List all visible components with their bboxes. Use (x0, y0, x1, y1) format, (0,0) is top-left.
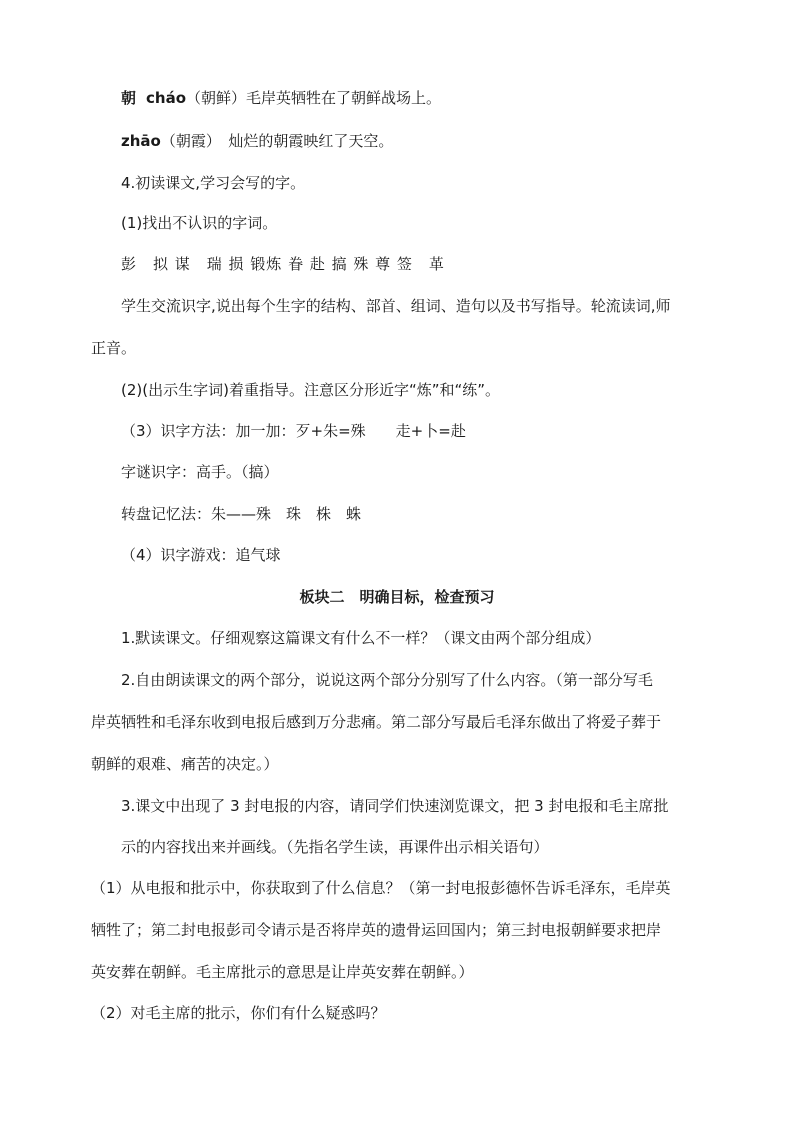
paragraph-line: 牺牲了；第二封电报彭司令请示是否将岸英的遗骨运回国内；第三封电报朝鲜要求把岸 (91, 921, 662, 939)
substep-1: (1)找出不认识的字词。 (121, 214, 278, 232)
pronunciation-line-zhao (121, 131, 393, 151)
step-2: 2.自由朗读课文的两个部分，说说这两个部分分别写了什么内容。（第一部分写毛 (121, 671, 653, 689)
pinyin-zhao: zhāo (121, 132, 161, 150)
step-1: 1.默读课文。仔细观察这篇课文有什么不一样？（课文由两个部分组成） (121, 629, 601, 647)
paragraph-line: 英安葬在朝鲜。毛主席批示的意思是让岸英安葬在朝鲜。） (91, 963, 474, 981)
character-chao: 朝 (121, 89, 137, 107)
question-2: （2）对毛主席的批示，你们有什么疑惑吗？ (91, 1004, 386, 1022)
example-zhao: （朝霞） 灿烂的朝霞映红了天空。 (160, 132, 394, 150)
question-1: （1）从电报和批示中，你获取到了什么信息？（第一封电报彭德怀告诉毛泽东，毛岸英 (91, 879, 671, 897)
substep-3: （3）识字方法：加一加：歹+朱=殊 走+卜=赴 (121, 422, 466, 440)
substep-4: （4）识字游戏：追气球 (121, 546, 281, 564)
substep-2: (2)(出示生字词)着重指导。注意区分形近字“炼”和“练”。 (121, 381, 501, 399)
section-heading: 板块二 明确目标，检查预习 (299, 588, 495, 606)
example-chao: （朝鲜）毛岸英牺牲在了朝鲜战场上。 (186, 89, 442, 107)
paragraph-line: 学生交流识字,说出每个生字的结构、部首、组词、造句以及书写指导。轮流读词,师 (121, 297, 671, 315)
paragraph-line: 岸英牺牲和毛泽东收到电报后感到万分悲痛。第二部分写最后毛泽东做出了将爱子葬于 (91, 713, 662, 731)
step-3: 3.课文中出现了 3 封电报的内容，请同学们快速浏览课文，把 3 封电报和毛主席批 (121, 797, 669, 815)
pinyin-chao: cháo (146, 89, 187, 107)
paragraph-line: 正音。 (91, 339, 137, 357)
paragraph-line: 示的内容找出来并画线。（先指名学生读，再课件出示相关语句） (121, 838, 549, 856)
new-characters-list: 彭 拟 谋 瑞 损 锻炼 眷 赴 搞 殊 尊 签 革 (121, 255, 445, 273)
pronunciation-line-chao (121, 88, 441, 108)
step-4-title: 4.初读课文,学习会写的字。 (121, 174, 306, 192)
wheel-memory-line: 转盘记忆法：朱——殊 珠 株 蛛 (121, 505, 362, 523)
riddle-line: 字谜识字：高手。（搞） (121, 463, 279, 481)
paragraph-line: 朝鲜的艰难、痛苦的决定。） (91, 755, 279, 773)
